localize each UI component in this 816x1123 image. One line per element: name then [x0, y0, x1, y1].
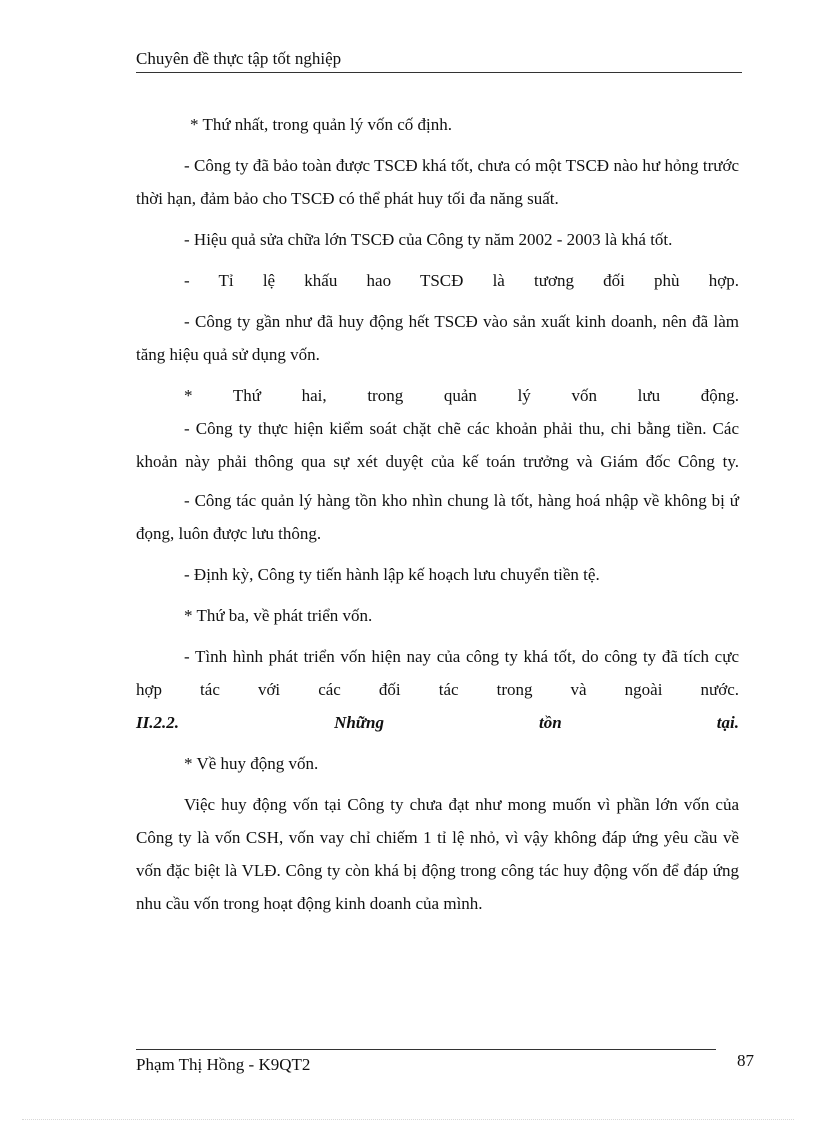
- paragraph-mobilization: - Công ty gần như đã huy động hết TSCĐ vào sản xuất kinh doanh, nên đã làm tăng hiệu quả sử dụng vốn.: [136, 312, 739, 364]
- footer-author: Phạm Thị Hồng - K9QT2: [136, 1055, 311, 1074]
- paragraph-preservation: - Công ty đã bảo toàn được TSCĐ khá tốt, chưa có một TSCĐ nào hư hỏng trước thời hạn, đảm bảo cho TSCĐ có thể phát huy tối đa năng suất.: [136, 156, 739, 208]
- footer-divider: [136, 1049, 716, 1050]
- page-number: 87: [737, 1051, 754, 1070]
- paragraph-capital-development: * Thứ ba, về phát triển vốn.: [184, 606, 373, 625]
- paragraph-inventory: - Công tác quản lý hàng tồn kho nhìn chung là tốt, hàng hoá nhập về không bị ứ đọng, luôn được lưu thông.: [136, 491, 739, 543]
- page-content: [136, 108, 739, 920]
- paragraph-mobilization-issues: Việc huy động vốn tại Công ty chưa đạt như mong muốn vì phần lớn vốn của Công ty là vốn CSH, vốn vay chỉ chiếm 1 tỉ lệ nhỏ, vì vậy không đáp ứng yêu cầu về vốn đặc biệt là VLĐ. Công ty còn khá bị động trong công tác huy động vốn để đáp ứng nhu cầu vốn trong hoạt động kinh doanh của mình.: [136, 795, 739, 913]
- paragraph-receivables-control: - Công ty thực hiện kiểm soát chặt chẽ các khoản phải thu, chi bằng tiền. Các khoản này phải thông qua sự xét duyệt của kế toán trưởng và Giám đốc Công ty.: [136, 419, 739, 471]
- paragraph-fixed-capital: * Thứ nhất, trong quản lý vốn cố định.: [190, 115, 452, 134]
- section-heading: II.2.2. Những tồn tại.: [136, 713, 739, 732]
- page-header: Chuyên đề thực tập tốt nghiệp: [136, 48, 742, 73]
- paragraph-working-capital: * Thứ hai, trong quản lý vốn lưu động.: [184, 386, 739, 405]
- paragraph-depreciation: - Tỉ lệ khấu hao TSCĐ là tương đối phù hợp.: [184, 271, 739, 290]
- page-edge-divider: [22, 1119, 794, 1120]
- paragraph-repair-efficiency: - Hiệu quả sửa chữa lớn TSCĐ của Công ty năm 2002 - 2003 là khá tốt.: [184, 230, 673, 249]
- paragraph-development-status: - Tình hình phát triển vốn hiện nay của công ty khá tốt, do công ty đã tích cực hợp tác với các đối tác trong và ngoài nước.: [136, 647, 739, 699]
- paragraph-cash-flow-plan: - Định kỳ, Công ty tiến hành lập kế hoạch lưu chuyển tiền tệ.: [184, 565, 600, 584]
- paragraph-capital-mobilization: * Về huy động vốn.: [184, 754, 319, 773]
